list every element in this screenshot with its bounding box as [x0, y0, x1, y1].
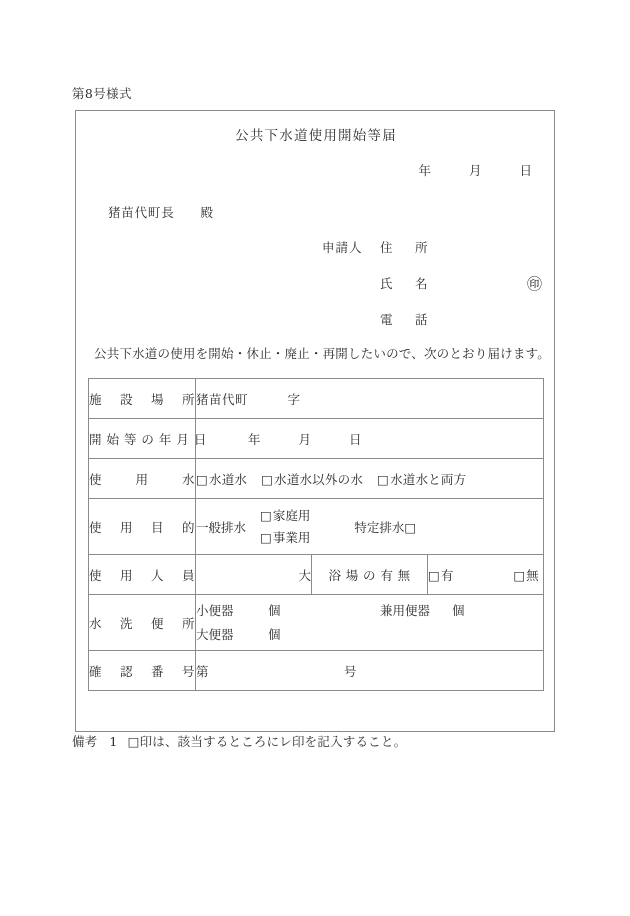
- checkbox-icon: □: [404, 519, 417, 535]
- table-row-purpose: [89, 499, 544, 555]
- checkbox-icon: □: [196, 471, 209, 487]
- toilet-combined-label: 兼用便器: [380, 602, 431, 618]
- checkbox-label: 水道水: [209, 471, 248, 487]
- confirm-number-content: [196, 664, 357, 679]
- date-year-label: 年: [418, 163, 432, 178]
- purpose-general-label: 一般排水: [196, 519, 247, 535]
- remark-number: 1: [109, 734, 118, 749]
- field-toilet: [196, 595, 544, 651]
- start-date-ymd: [196, 432, 362, 447]
- checkbox-icon: □: [260, 529, 272, 545]
- label-toilet: 水 洗 便 所: [89, 595, 196, 651]
- date-day-label: 日: [519, 163, 532, 178]
- table-row-start-date: [89, 419, 544, 459]
- checkbox-label: 水道水と両方: [390, 471, 467, 487]
- checkbox-icon: □: [377, 471, 390, 487]
- checkbox-purpose-business[interactable]: [260, 527, 310, 549]
- toilet-urinal-label: 小便器: [196, 602, 234, 618]
- confirm-number-suffix: 号: [344, 663, 357, 679]
- applicant-phone-label: 電 話: [380, 312, 433, 327]
- toilet-combined-unit[interactable]: 個: [452, 602, 465, 618]
- checkbox-icon: □: [428, 567, 440, 583]
- table-row-people: [89, 555, 544, 595]
- label-facility-location: 施 設 場 所: [89, 379, 196, 419]
- toilet-line-1: [196, 599, 543, 623]
- addressee-name: 猪苗代町長: [108, 205, 175, 220]
- toilet-closet-label: 大便器: [196, 626, 234, 642]
- checkbox-label: 無: [526, 567, 539, 583]
- applicant-address-label: 住 所: [380, 240, 433, 255]
- page-title: 公共下水道使用開始等届: [235, 128, 397, 144]
- table-row-water-used: [89, 459, 544, 499]
- purpose-content: [196, 505, 543, 549]
- purpose-special-label: 特定排水: [354, 519, 405, 535]
- checkbox-icon: □: [261, 471, 274, 487]
- label-people: 使 用 人 員: [89, 555, 196, 595]
- toilet-line-2: [196, 623, 543, 647]
- label-confirm-number: 確 認 番 号: [89, 651, 196, 691]
- remark-text: □印は、該当するところにレ印を記入すること。: [127, 734, 407, 749]
- toilet-closet-unit[interactable]: 個: [268, 626, 281, 642]
- seal-icon: ㊞: [527, 275, 543, 293]
- field-bath: [428, 555, 544, 595]
- remark-label: 備考: [72, 734, 98, 749]
- people-unit-label: 大: [298, 567, 311, 583]
- form-number-label: 第8号様式: [72, 86, 132, 101]
- table-row-confirm-number: [89, 651, 544, 691]
- checkbox-purpose-household[interactable]: [260, 505, 310, 527]
- table-row-toilet: [89, 595, 544, 651]
- form-table: [88, 378, 544, 691]
- applicant-lead-label: 申請人: [322, 240, 363, 255]
- applicant-address-row: [322, 239, 433, 275]
- checkbox-icon: □: [513, 567, 526, 583]
- field-water-used: [196, 459, 544, 499]
- field-purpose: [196, 499, 544, 555]
- checkbox-icon: □: [260, 507, 272, 523]
- addressee: [108, 203, 214, 221]
- checkbox-water-tap[interactable]: [196, 472, 247, 487]
- applicant-name-row: [322, 275, 433, 311]
- start-date-month: 月: [298, 431, 312, 447]
- field-people-count[interactable]: [196, 555, 312, 595]
- checkbox-label: 水道水以外の水: [274, 471, 364, 487]
- checkbox-purpose-special[interactable]: [354, 518, 416, 536]
- remark-note: [72, 732, 406, 750]
- facility-town: 猪苗代町: [196, 391, 249, 407]
- purpose-general-options: [260, 505, 310, 549]
- declaration-statement: 公共下水道の使用を開始・休止・廃止・再開したいので、次のとおり届けます。: [94, 346, 550, 361]
- field-confirm-number[interactable]: [196, 651, 544, 691]
- label-purpose: 使 用 目 的: [89, 499, 196, 555]
- checkbox-label: 有: [440, 567, 454, 583]
- label-bath: 浴 場 の 有 無: [312, 555, 428, 595]
- submission-date-line: [419, 161, 532, 179]
- checkbox-water-other[interactable]: [261, 472, 363, 487]
- addressee-honorific: 殿: [200, 205, 214, 220]
- label-water-used: 使 用 水: [89, 459, 196, 499]
- date-month-label: 月: [469, 163, 482, 178]
- field-facility-location[interactable]: [196, 379, 544, 419]
- applicant-name-label: 氏 名: [380, 276, 433, 291]
- start-date-year: 年: [248, 431, 261, 447]
- checkbox-bath-no[interactable]: [513, 568, 538, 583]
- checkbox-label: 家庭用: [272, 507, 311, 523]
- applicant-phone-row: [322, 311, 433, 347]
- checkbox-water-both[interactable]: [377, 472, 466, 487]
- facility-aza-label: 字: [287, 391, 301, 407]
- applicant-block: [322, 239, 543, 347]
- form-outer-frame: [75, 110, 555, 732]
- confirm-number-prefix: 第: [196, 663, 209, 679]
- field-start-date[interactable]: [196, 419, 544, 459]
- checkbox-label: 事業用: [272, 529, 311, 545]
- checkbox-bath-yes[interactable]: [428, 568, 453, 583]
- start-date-day: 日: [349, 431, 362, 447]
- label-start-date: 開 始 等 の 年 月 日: [89, 419, 196, 459]
- toilet-urinal-unit[interactable]: 個: [268, 602, 281, 618]
- toilet-lines: [196, 599, 543, 647]
- table-row-facility-location: [89, 379, 544, 419]
- water-used-options: [196, 472, 466, 487]
